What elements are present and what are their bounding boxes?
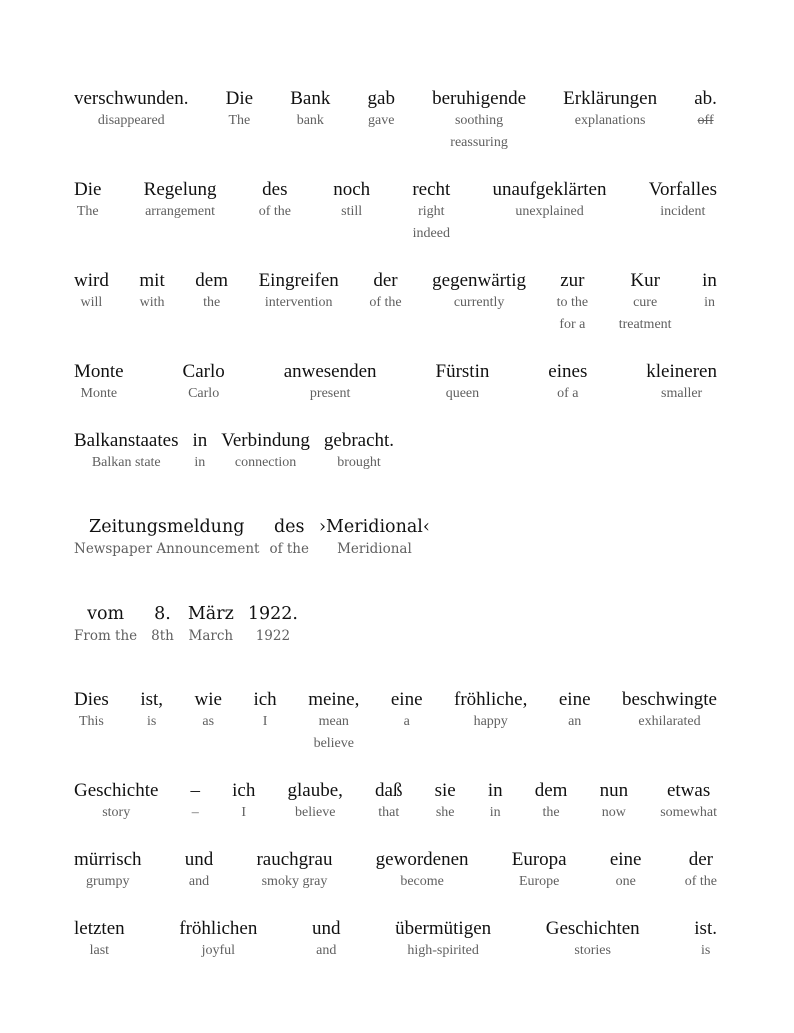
gloss-line-8 <box>74 849 717 893</box>
source-word: Carlo <box>182 361 225 382</box>
source-word: beschwingte <box>622 689 717 710</box>
word-column <box>333 179 370 223</box>
source-word: ist, <box>140 689 164 710</box>
source-word: Die <box>225 88 254 109</box>
source-word: übermütigen <box>395 918 492 939</box>
source-word: Monte <box>74 361 124 382</box>
word-column <box>610 849 642 893</box>
source-word: noch <box>333 179 371 200</box>
word-column <box>493 179 607 223</box>
word-column <box>563 88 657 132</box>
source-word: glaube, <box>287 780 343 801</box>
source-word: Eingreifen <box>258 270 339 291</box>
gloss-word: off <box>697 113 714 128</box>
word-column <box>74 88 189 132</box>
word-column <box>221 430 310 474</box>
word-column <box>395 918 491 962</box>
source-word: zur <box>560 270 585 291</box>
word-column <box>188 603 234 647</box>
gloss-word: become <box>400 874 444 889</box>
word-column <box>548 361 587 405</box>
word-column <box>600 780 629 824</box>
gloss-word: arrangement <box>145 204 216 219</box>
word-column <box>269 516 309 560</box>
gloss-word: explanations <box>574 113 646 128</box>
word-column <box>74 780 158 824</box>
source-word: dem <box>195 270 229 291</box>
word-column <box>559 689 591 733</box>
gloss-word: believe <box>294 805 336 820</box>
source-word: des <box>262 179 288 200</box>
word-column <box>685 849 717 893</box>
gloss-word: I <box>262 714 268 729</box>
gloss-word: Carlo <box>188 386 220 401</box>
gloss-word: will <box>80 295 103 310</box>
gloss-word: From the <box>74 628 138 644</box>
source-word: 1922. <box>247 604 298 624</box>
source-word: mit <box>139 270 165 291</box>
source-word: Regelung <box>143 179 217 200</box>
gloss-word: is <box>147 714 157 729</box>
word-column <box>191 780 201 824</box>
gloss-word: still <box>341 204 363 219</box>
source-word: eine <box>558 689 591 710</box>
gloss-word: I <box>241 805 247 820</box>
source-word: etwas <box>666 780 711 801</box>
word-column <box>284 361 377 405</box>
gloss-alternative: indeed <box>412 226 450 241</box>
gloss-alternative: reassuring <box>450 135 508 150</box>
word-column <box>179 918 257 962</box>
gloss-word: 1922 <box>255 628 291 644</box>
source-word: der <box>373 270 398 291</box>
gloss-word: bank <box>296 113 324 128</box>
source-word: Die <box>74 179 102 200</box>
gloss-line-2 <box>74 179 717 245</box>
gloss-word: Newspaper Announcement <box>74 541 260 557</box>
source-word: ich <box>253 689 277 710</box>
source-word: Fürstin <box>435 361 490 382</box>
heading-line-1 <box>74 516 717 560</box>
gloss-word: of a <box>557 386 579 401</box>
word-column <box>151 603 174 647</box>
word-column <box>535 780 568 824</box>
word-column <box>74 918 125 962</box>
source-word: ›Meridional‹ <box>319 517 430 537</box>
gloss-alternative: believe <box>313 736 354 751</box>
source-word: kleineren <box>646 361 717 382</box>
gloss-word: brought <box>337 455 381 470</box>
word-column <box>144 179 217 223</box>
word-column <box>74 361 124 405</box>
gloss-word: exhilarated <box>638 714 701 729</box>
gloss-word: a <box>403 714 410 729</box>
gloss-line-1 <box>74 88 717 154</box>
word-column <box>139 270 164 314</box>
source-word: sie <box>434 780 456 801</box>
word-column <box>622 689 717 733</box>
source-word: unaufgeklärten <box>492 179 607 200</box>
word-column <box>259 179 291 223</box>
source-word: fröhliche, <box>454 689 528 710</box>
word-column <box>512 849 567 893</box>
source-word: wird <box>74 270 109 291</box>
gloss-word: happy <box>473 714 508 729</box>
word-column <box>375 780 402 824</box>
gloss-word: March <box>188 628 234 644</box>
gloss-word: – <box>191 805 199 820</box>
gloss-word: an <box>568 714 582 729</box>
word-column <box>376 849 469 893</box>
source-word: und <box>311 918 341 939</box>
word-column <box>649 179 717 223</box>
gloss-word: high-spirited <box>407 943 479 958</box>
gloss-word: soothing <box>454 113 504 128</box>
word-column <box>140 689 163 733</box>
word-column <box>436 361 490 405</box>
gloss-word: incident <box>660 204 706 219</box>
gloss-word: Balkan state <box>91 455 161 470</box>
source-word: Bank <box>290 88 331 109</box>
gloss-word: currently <box>453 295 505 310</box>
word-column <box>74 179 101 223</box>
gloss-word: smoky gray <box>261 874 328 889</box>
source-word: gegenwärtig <box>432 270 527 291</box>
word-column <box>619 270 672 336</box>
source-word: meine, <box>308 689 360 710</box>
source-word: letzten <box>74 918 125 939</box>
source-word: ich <box>232 780 256 801</box>
source-word: gebracht. <box>323 430 395 451</box>
source-word: Dies <box>74 689 109 710</box>
gloss-word: present <box>309 386 351 401</box>
source-word: nun <box>599 780 629 801</box>
source-word: verschwunden. <box>74 88 189 109</box>
word-column <box>324 430 394 474</box>
gloss-word: somewhat <box>660 805 717 820</box>
source-word: mürrisch <box>74 849 142 870</box>
gloss-word: Meridional <box>337 541 412 557</box>
source-word: Kur <box>630 270 660 291</box>
gloss-word: in <box>704 295 715 310</box>
source-word: der <box>688 849 713 870</box>
word-column <box>646 361 717 405</box>
source-word: beruhigende <box>432 88 527 109</box>
gloss-word: Europe <box>518 874 560 889</box>
word-column <box>435 780 456 824</box>
word-column <box>195 689 222 733</box>
gloss-word: now <box>601 805 626 820</box>
gloss-word: to the <box>556 295 589 310</box>
gloss-word: with <box>139 295 165 310</box>
source-word: eines <box>548 361 588 382</box>
word-column <box>412 179 450 245</box>
gloss-word: disappeared <box>97 113 165 128</box>
word-column <box>195 270 228 314</box>
gloss-line-7 <box>74 780 717 824</box>
word-column <box>74 849 142 893</box>
gloss-line-4 <box>74 361 717 405</box>
word-column <box>368 88 395 132</box>
word-column <box>74 603 137 647</box>
source-word: eine <box>390 689 423 710</box>
word-column <box>290 88 330 132</box>
gloss-word: Monte <box>80 386 118 401</box>
word-column <box>74 516 259 560</box>
word-column <box>319 516 430 560</box>
gloss-word: the <box>542 805 560 820</box>
gloss-line-9 <box>74 918 717 962</box>
source-word: 8. <box>154 604 171 624</box>
word-column <box>74 270 109 314</box>
source-word: Verbindung <box>221 430 310 451</box>
word-column <box>232 780 255 824</box>
gloss-word: story <box>102 805 131 820</box>
word-column <box>74 430 178 474</box>
heading-line-2 <box>74 603 717 647</box>
source-word: anwesenden <box>283 361 377 382</box>
gloss-word: of the <box>684 874 717 889</box>
source-word: des <box>273 517 305 537</box>
source-word: Balkanstaates <box>74 430 179 451</box>
gloss-alternative: treatment <box>618 317 672 332</box>
gloss-word: This <box>78 714 104 729</box>
source-word: in <box>702 270 717 291</box>
gloss-word: as <box>202 714 215 729</box>
word-column <box>391 689 423 733</box>
source-word: Zeitungsmeldung <box>89 517 245 537</box>
word-column <box>192 430 207 474</box>
source-word: Geschichte <box>74 780 159 801</box>
word-column <box>256 849 332 893</box>
source-word: daß <box>375 780 403 801</box>
word-column <box>288 780 343 824</box>
source-word: ist. <box>694 918 717 939</box>
gloss-word: of the <box>369 295 402 310</box>
source-word: und <box>184 849 214 870</box>
word-column <box>488 780 503 824</box>
source-word: vom <box>87 604 125 624</box>
word-column <box>369 270 401 314</box>
source-word: Vorfalles <box>648 179 717 200</box>
word-column <box>308 689 359 755</box>
gloss-word: the <box>203 295 221 310</box>
gloss-word: and <box>188 874 210 889</box>
source-word: – <box>190 780 201 801</box>
word-column <box>312 918 341 962</box>
source-word: ab. <box>694 88 717 109</box>
word-column <box>694 918 717 962</box>
word-column <box>183 361 225 405</box>
gloss-word: in <box>489 805 501 820</box>
gloss-alternative: for a <box>559 317 586 332</box>
word-column <box>432 270 526 314</box>
source-word: gewordenen <box>375 849 469 870</box>
source-word: in <box>192 430 208 451</box>
word-column <box>185 849 214 893</box>
word-column <box>702 270 717 314</box>
word-column <box>660 780 717 824</box>
gloss-word: one <box>615 874 636 889</box>
source-word: rauchgrau <box>256 849 333 870</box>
gloss-word: intervention <box>264 295 333 310</box>
gloss-word: The <box>76 204 99 219</box>
gloss-word: and <box>316 943 337 958</box>
gloss-line-5 <box>74 430 717 474</box>
source-word: Geschichten <box>545 918 640 939</box>
source-word: Europa <box>511 849 567 870</box>
source-word: wie <box>194 689 222 710</box>
gloss-word: The <box>228 113 251 128</box>
gloss-word: queen <box>445 386 480 401</box>
gloss-word: in <box>194 455 206 470</box>
gloss-word: she <box>435 805 455 820</box>
word-column <box>454 689 527 733</box>
gloss-word: that <box>378 805 400 820</box>
gloss-word: joyful <box>201 943 236 958</box>
word-column <box>694 88 717 132</box>
gloss-word: 8th <box>151 628 174 644</box>
source-word: in <box>487 780 503 801</box>
gloss-word: smaller <box>661 386 703 401</box>
gloss-word: grumpy <box>85 874 130 889</box>
gloss-word: mean <box>318 714 349 729</box>
gloss-word: cure <box>633 295 658 310</box>
gloss-line-6 <box>74 689 717 755</box>
word-column <box>226 88 253 132</box>
word-column <box>253 689 276 733</box>
gloss-word: unexplained <box>515 204 584 219</box>
word-column <box>259 270 339 314</box>
word-column <box>546 918 640 962</box>
source-word: März <box>187 604 234 624</box>
word-column <box>74 689 109 733</box>
source-word: gab <box>367 88 395 109</box>
source-word: dem <box>534 780 568 801</box>
gloss-word: stories <box>574 943 611 958</box>
gloss-word: of the <box>269 541 309 557</box>
gloss-word: gave <box>368 113 395 128</box>
gloss-word: last <box>89 943 110 958</box>
source-word: fröhlichen <box>179 918 258 939</box>
source-word: recht <box>412 179 451 200</box>
gloss-word: connection <box>234 455 297 470</box>
word-column <box>248 603 298 647</box>
gloss-word: right <box>418 204 445 219</box>
source-word: eine <box>609 849 642 870</box>
gloss-line-3 <box>74 270 717 336</box>
word-column <box>557 270 589 336</box>
source-word: Erklärungen <box>563 88 658 109</box>
gloss-word: of the <box>258 204 291 219</box>
word-column <box>432 88 526 154</box>
gloss-word: is <box>700 943 711 958</box>
